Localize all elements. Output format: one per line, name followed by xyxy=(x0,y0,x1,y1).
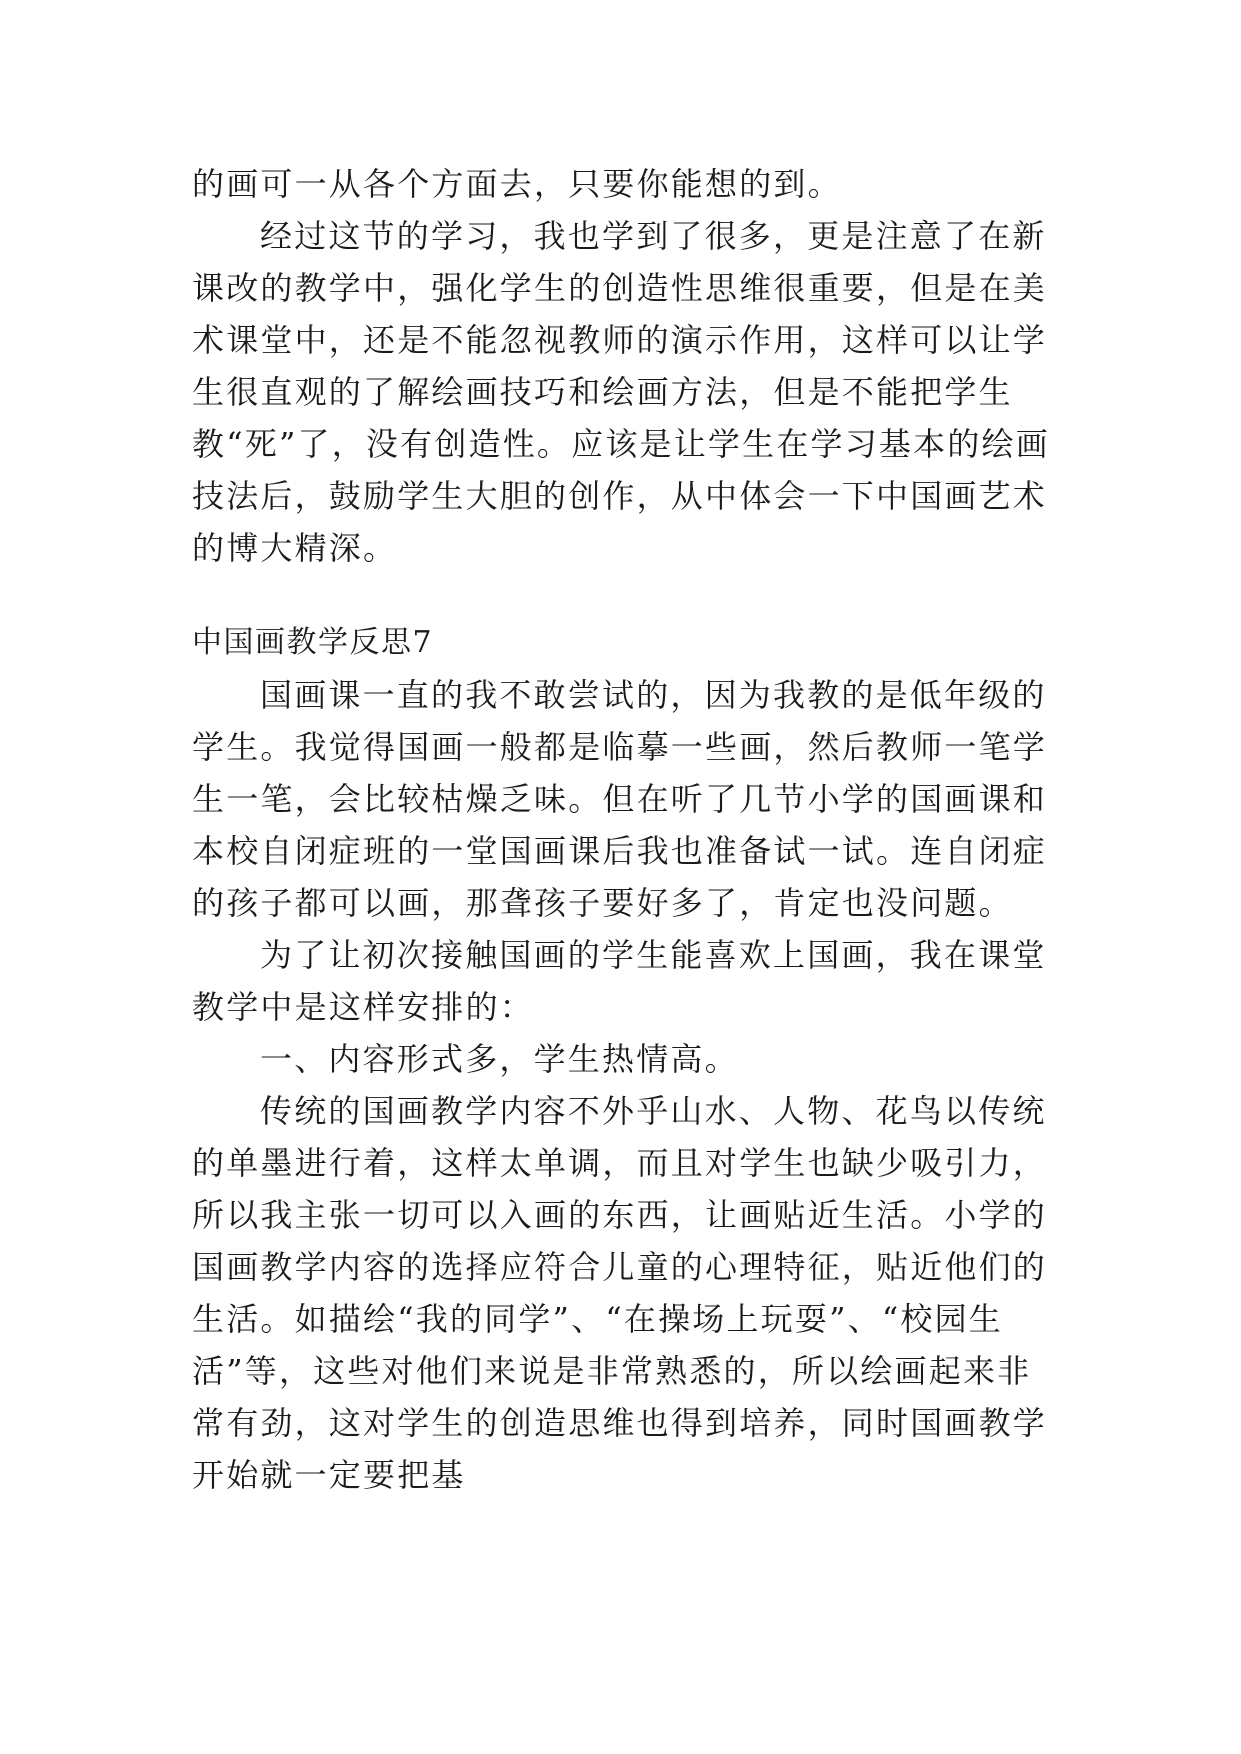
paragraph-reflection: 经过这节的学习，我也学到了很多，更是注意了在新课改的教学中，强化学生的创造性思维很重要，但是在美术课堂中，还是不能忽视教师的演示作用，这样可以让学生很直观的了解绘画技巧和绘画方法，但是不能把学生教“死”了，没有创造性。应该是让学生在学习基本的绘画技法后，鼓励学生大胆的创作，从中体会一下中国画艺术的博大精深。 xyxy=(192,217,1050,567)
paragraph-arrangement: 为了让初次接触国画的学生能喜欢上国画，我在课堂教学中是这样安排的： xyxy=(192,936,1047,1026)
paragraph-continuation: 的画可一从各个方面去，只要你能想的到。 xyxy=(192,165,842,203)
document-body-top xyxy=(192,158,1054,574)
document-body-section xyxy=(192,617,1054,1501)
paragraph-intro: 国画课一直的我不敢尝试的，因为我教的是低年级的学生。我觉得国画一般都是临摹一些画，然后教师一笔学生一笔，会比较枯燥乏味。但在听了几节小学的国画课和本校自闭症班的一堂国画课后我也准备试一试。连自闭症的孩子都可以画，那聋孩子要好多了，肯定也没问题。 xyxy=(192,676,1048,922)
section-title: 中国画教学反思7 xyxy=(192,625,434,660)
paragraph-traditional: 传统的国画教学内容不外乎山水、人物、花鸟以传统的单墨进行着，这样太单调，而且对学生也缺少吸引力，所以我主张一切可以入画的东西，让画贴近生活。小学的国画教学内容的选择应符合儿童的心理特征，贴近他们的生活。如描绘“我的同学”、“在操场上玩耍”、“校园生活”等，这些对他们来说是非常熟悉的，所以绘画起来非常有劲，这对学生的创造思维也得到培养，同时国画教学开始就一定要把基 xyxy=(192,1092,1048,1494)
paragraph-point-one: 一、内容形式多，学生热情高。 xyxy=(260,1040,739,1078)
